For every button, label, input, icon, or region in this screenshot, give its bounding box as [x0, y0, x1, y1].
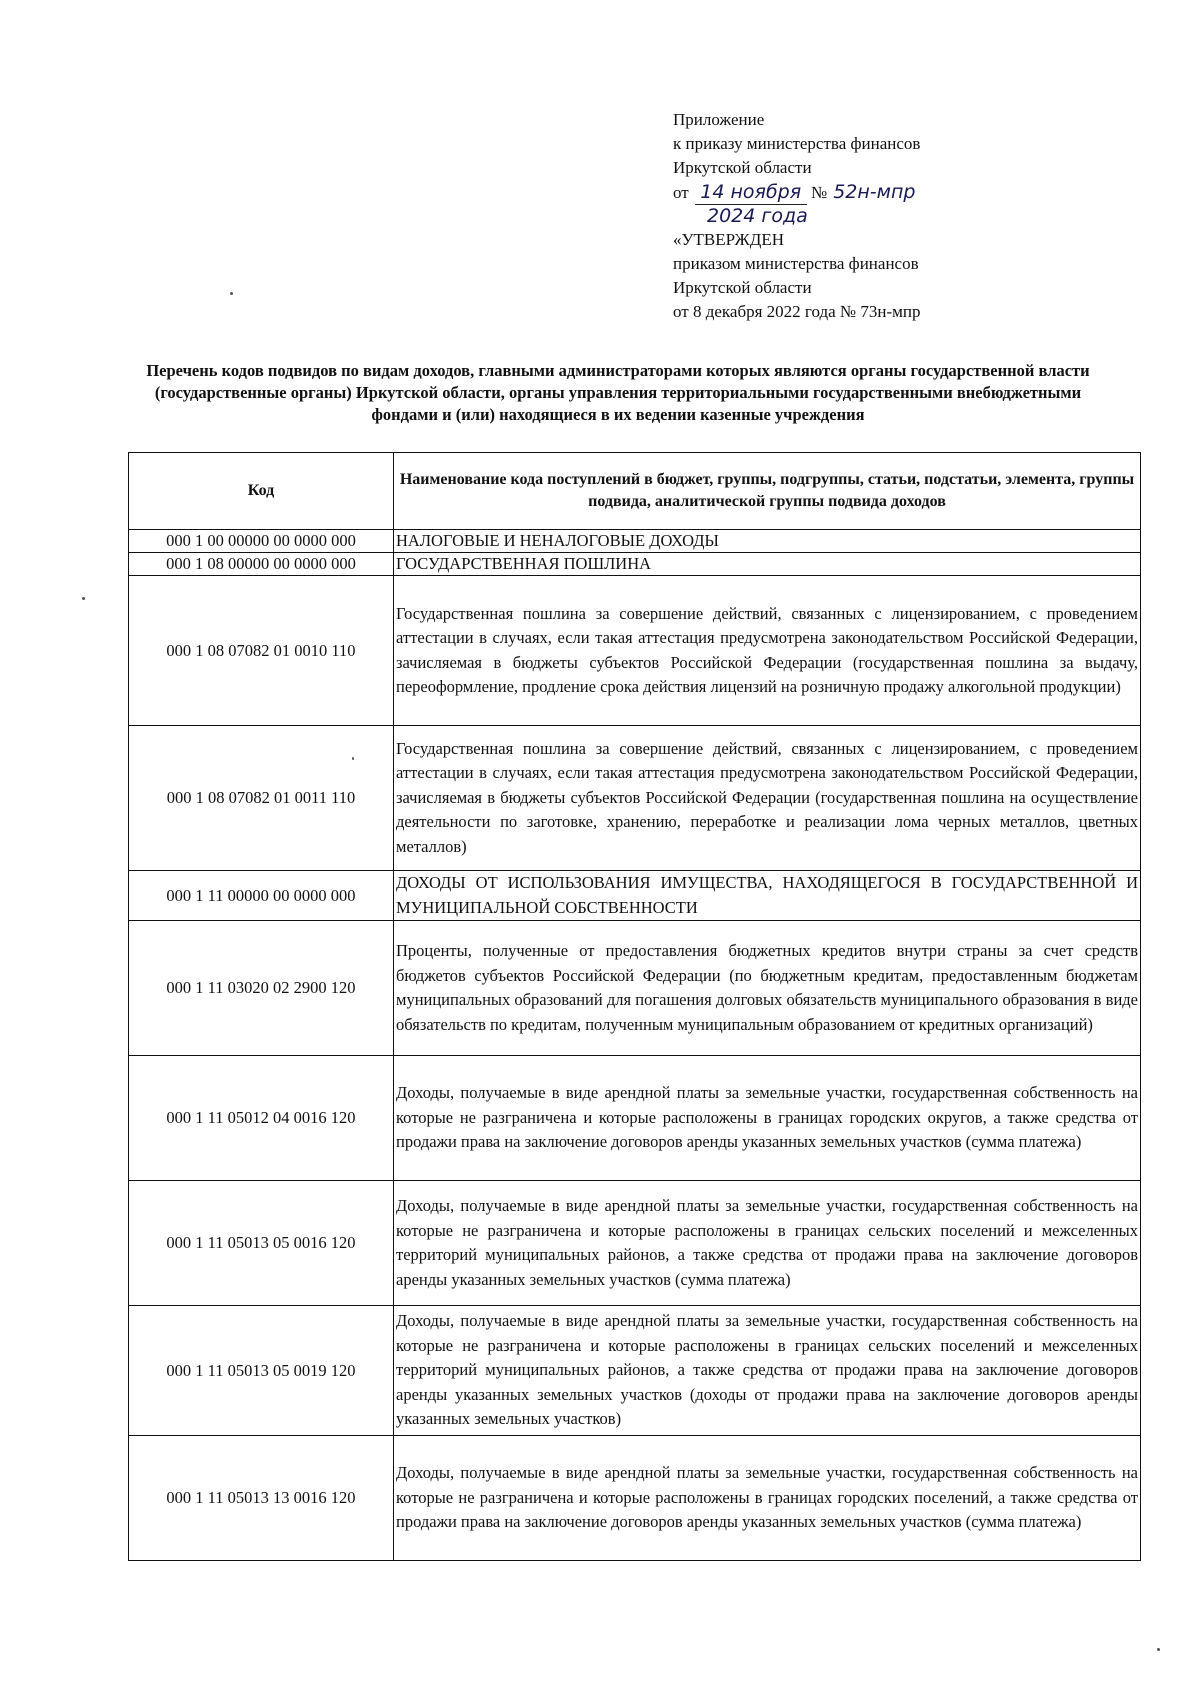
table-row	[129, 726, 1141, 871]
row-name: ГОСУДАРСТВЕННАЯ ПОШЛИНА	[394, 553, 1141, 576]
table-row	[129, 871, 1141, 921]
row-name: Государственная пошлина за совершение действий, связанных с лицензированием, с проведением аттестации в случаях, если такая аттестация предусмотрена законодательством Российской Федерации, зачисляемая в бюджеты субъектов Российской Федерации (государственная пошлина за выдачу, переоформление, продление срока действия лицензий на розничную продажу алкогольной продукции)	[394, 576, 1141, 726]
row-name: Доходы, получаемые в виде арендной платы за земельные участки, государственная собственность на которые не разграничена и которые расположены в границах городских округов, а также средства от продажи права на заключение договоров аренды указанных земельных участков (сумма платежа)	[394, 1056, 1141, 1181]
row-code: 000 1 11 00000 00 0000 000	[129, 871, 394, 921]
scan-speck	[352, 757, 354, 760]
row-code: 000 1 11 05013 13 0016 120	[129, 1436, 394, 1561]
handwritten-year: 2024 года	[707, 205, 808, 227]
number-label: №	[810, 183, 828, 202]
handwritten-number: 52н-мпр	[833, 181, 916, 203]
row-name: Проценты, полученные от предоставления бюджетных кредитов внутри страны за счет средств бюджетов субъектов Российской Федерации (по бюджетным кредитам, предоставленным бюджетам муниципальных образований для погашения долговых обязательств муниципального образования в виде обязательств по кредитам, полученным муниципальным образованием от кредитных организаций)	[394, 921, 1141, 1056]
column-header-name: Наименование кода поступлений в бюджет, группы, подгруппы, статьи, подстатьи, элемента, группы подвида, аналитической группы подвида доходов	[394, 453, 1141, 530]
row-name: НАЛОГОВЫЕ И НЕНАЛОГОВЫЕ ДОХОДЫ	[394, 530, 1141, 553]
table-row	[129, 921, 1141, 1056]
appendix-label: Приложение	[673, 110, 765, 129]
table-row	[129, 576, 1141, 726]
table-row	[129, 553, 1141, 576]
scan-speck	[230, 292, 233, 295]
column-header-code: Код	[129, 453, 394, 530]
scan-speck	[82, 597, 85, 600]
table-row	[129, 1181, 1141, 1306]
order-reference: к приказу министерства финансов	[673, 134, 921, 153]
approved-date: от 8 декабря 2022 года № 73н-мпр	[673, 302, 921, 321]
row-name: Доходы, получаемые в виде арендной платы за земельные участки, государственная собственность на которые не разграничена и которые расположены в границах городских поселений, а также средства от продажи права на заключение договоров аренды указанных земельных участков (сумма платежа)	[394, 1436, 1141, 1561]
row-code: 000 1 11 03020 02 2900 120	[129, 921, 394, 1056]
row-name: Доходы, получаемые в виде арендной платы за земельные участки, государственная собственность на которые не разграничена и которые расположены в границах сельских поселений и межселенных территорий муниципальных районов, а также средства от продажи права на заключение договоров аренды указанных земельных участков (сумма платежа)	[394, 1181, 1141, 1306]
table-row	[129, 1436, 1141, 1561]
codes-table-wrapper	[128, 452, 1140, 1561]
approved-by: приказом министерства финансов	[673, 254, 919, 273]
table-row	[129, 1306, 1141, 1436]
row-code: 000 1 08 07082 01 0011 110	[129, 726, 394, 871]
table-row	[129, 530, 1141, 553]
approved-region: Иркутской области	[673, 278, 812, 297]
row-code: 000 1 11 05012 04 0016 120	[129, 1056, 394, 1181]
row-code: 000 1 00 00000 00 0000 000	[129, 530, 394, 553]
order-date-line	[673, 180, 1093, 204]
approval-header	[673, 108, 1093, 324]
row-name: Государственная пошлина за совершение действий, связанных с лицензированием, с проведением аттестации в случаях, если такая аттестация предусмотрена законодательством Российской Федерации, зачисляемая в бюджеты субъектов Российской Федерации (государственная пошлина на осуществление деятельности по заготовке, хранению, переработке и реализации лома черных металлов, цветных металлов)	[394, 726, 1141, 871]
region-name: Иркутской области	[673, 158, 812, 177]
row-code: 000 1 08 07082 01 0010 110	[129, 576, 394, 726]
row-name: Доходы, получаемые в виде арендной платы за земельные участки, государственная собственность на которые не разграничена и которые расположены в границах сельских поселений и межселенных территорий муниципальных районов, а также средства от продажи права на заключение договоров аренды указанных земельных участков (доходы от продажи права на заключение договоров аренды указанных земельных участков)	[394, 1306, 1141, 1436]
handwritten-date: 14 ноября	[695, 180, 807, 205]
row-name: ДОХОДЫ ОТ ИСПОЛЬЗОВАНИЯ ИМУЩЕСТВА, НАХОДЯЩЕГОСЯ В ГОСУДАРСТВЕННОЙ И МУНИЦИПАЛЬНОЙ СОБСТВЕННОСТИ	[394, 871, 1141, 921]
scan-speck	[1157, 1648, 1160, 1651]
row-code: 000 1 11 05013 05 0019 120	[129, 1306, 394, 1436]
document-title: Перечень кодов подвидов по видам доходов, главными администраторами которых являются органы государственной власти (государственные органы) Иркутской области, органы управления территориальными государственными внебюджетными фондами и (или) находящиеся в их ведении казенные учреждения	[146, 361, 1090, 424]
row-code: 000 1 08 00000 00 0000 000	[129, 553, 394, 576]
approved-label: «УТВЕРЖДЕН	[673, 230, 784, 249]
from-label: от	[673, 183, 689, 202]
table-row	[129, 1056, 1141, 1181]
row-code: 000 1 11 05013 05 0016 120	[129, 1181, 394, 1306]
income-codes-table	[128, 452, 1141, 1561]
table-header-row	[129, 453, 1141, 530]
